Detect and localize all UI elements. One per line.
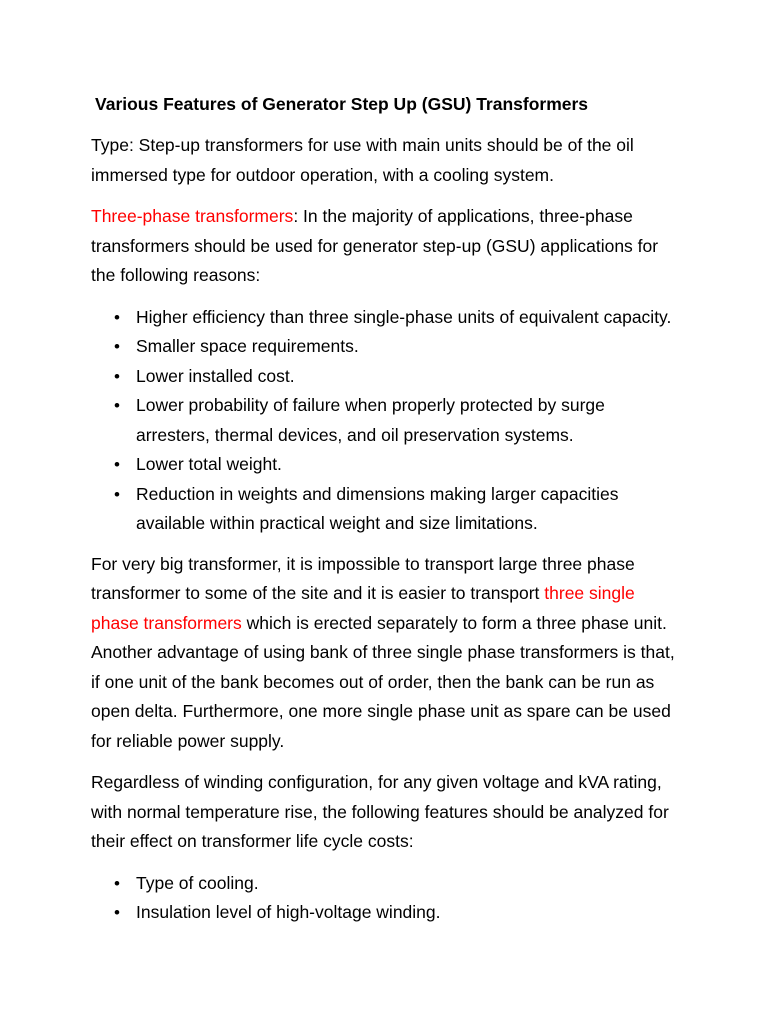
list-item [114,391,678,450]
list-item-text: Lower installed cost. [136,365,295,386]
list-item [114,898,678,928]
big-transformer-text-after: which is erected separately to form a three phase unit. Another advantage of using bank of three single phase transformers is that, if one unit of the bank becomes out of order, then the bank can be run as open delta. Furthermore, one more single phase unit as spare can be used for reliable power supply. [91,612,675,751]
list-item [114,869,678,899]
bullet-icon: • [114,903,120,922]
type-paragraph: Type: Step-up transformers for use with main units should be of the oil immersed type for outdoor operation, with a cooling system. [91,135,634,185]
bullet-icon: • [114,366,120,386]
list-item-text: Lower total weight. [136,454,282,474]
list-item-text: Reduction in weights and dimensions making larger capacities available within practical weight and size limitations. [136,483,619,533]
list-item [114,303,678,333]
list-item-text: Type of cooling. [136,872,259,893]
list-item [114,332,678,362]
bullet-icon: • [114,873,120,893]
document-title: Various Features of Generator Step Up (GSU) Transformers [95,94,589,114]
list-item-text: Higher efficiency than three single-phase units of equivalent capacity. [136,306,672,327]
big-transformer-paragraph [91,550,678,757]
list-item [114,362,678,392]
bullet-icon: • [114,337,120,356]
regardless-paragraph: Regardless of winding configuration, for any given voltage and kVA rating, with normal temperature rise, the following features should be analyzed for their effect on transformer life cycle costs: [91,772,669,851]
list-item [114,450,678,480]
bullet-icon: • [114,455,120,474]
three-phase-paragraph [91,202,678,291]
three-single-phase-highlight: three single phase transformers [91,583,635,633]
list-item-text: Smaller space requirements. [136,336,359,356]
bullet-icon: • [114,396,120,415]
bullet-icon: • [114,484,120,504]
list-item-text: Insulation level of high-voltage winding. [136,902,441,922]
three-phase-label: Three-phase transformers [91,206,294,226]
big-transformer-text-before: For very big transformer, it is impossible to transport large three phase transformer to some of the site and it is easier to transport [91,553,635,603]
features-list [91,869,678,928]
reasons-list [91,303,678,539]
list-item [114,480,678,539]
list-item-text: Lower probability of failure when properly protected by surge arresters, thermal devices, and oil preservation systems. [136,395,605,445]
three-phase-text: : In the majority of applications, three-phase transformers should be used for generator step-up (GSU) applications for the following reasons: [91,206,659,285]
bullet-icon: • [114,307,120,327]
